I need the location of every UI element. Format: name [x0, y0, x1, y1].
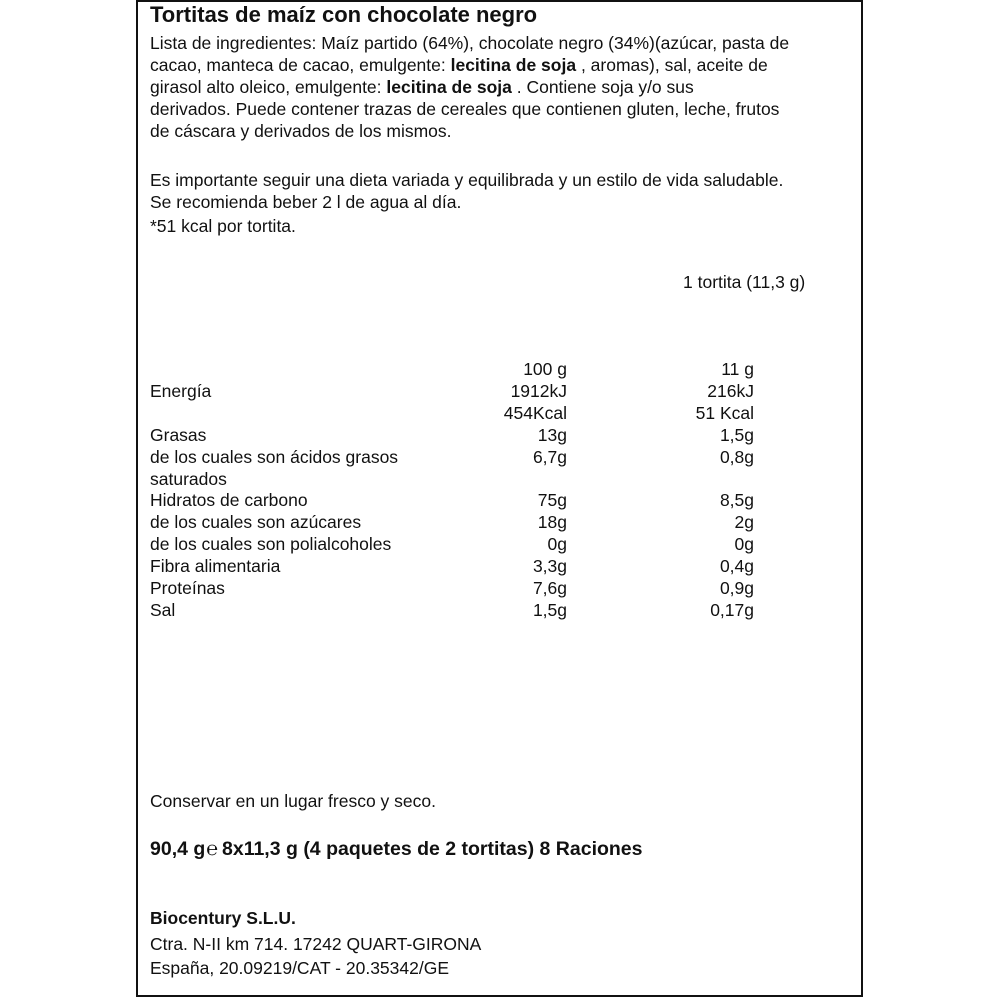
- nutrition-row-value-100g: 75g: [537, 490, 567, 510]
- nutrition-row-value-100g: 13g: [537, 425, 567, 445]
- nutrition-row-label: Hidratos de carbono: [150, 490, 308, 510]
- nutrition-row-label: Grasas: [150, 425, 207, 445]
- package-info: [150, 838, 643, 861]
- net-weight: 90,4 g: [150, 838, 206, 860]
- nutrition-row-label: Sal: [150, 600, 176, 620]
- nutrition-row-value-100g: 1912kJ: [510, 381, 567, 401]
- ingredients-text: , aromas), sal, aceite de: [576, 55, 768, 75]
- estimated-sign-icon: ℮: [206, 838, 218, 860]
- nutrition-row-value-100g: 3,3g: [532, 556, 567, 576]
- advice-line-2: Se recomienda beber 2 l de agua al día.: [150, 192, 462, 212]
- nutrition-row-value-100g: 18g: [537, 512, 567, 532]
- ingredients-text: girasol alto oleico, emulgente:: [150, 77, 387, 97]
- nutrition-row-value-100g: 0g: [547, 534, 567, 554]
- nutrition-row-value-serving: 0g: [734, 534, 754, 554]
- nutrition-row-label: saturados: [150, 469, 227, 489]
- serving-size-header: 1 tortita (11,3 g): [683, 272, 806, 292]
- ingredients-text: Lista de ingredientes: Maíz partido (64%), chocolate negro (34%)(azúcar, pasta de: [150, 33, 790, 53]
- ingredients-line: [150, 120, 789, 142]
- nutrition-row-value-serving: 0,8g: [719, 447, 754, 467]
- ingredients-text: de cáscara y derivados de los mismos.: [150, 121, 452, 141]
- nutrition-row-value-100g: 454Kcal: [503, 403, 567, 423]
- nutrition-row-value-100g: 7,6g: [532, 578, 567, 598]
- nutrition-row-label: de los cuales son ácidos grasos: [150, 447, 399, 467]
- package-detail: 8x11,3 g (4 paquetes de 2 tortitas) 8 Raciones: [222, 838, 643, 860]
- nutrition-col-header-100g: 100 g: [523, 359, 567, 379]
- nutrition-row-value-serving: 51 Kcal: [695, 403, 754, 423]
- nutrition-row-value-serving: 2g: [734, 512, 754, 532]
- ingredients-line: [150, 98, 789, 120]
- product-title: Tortitas de maíz con chocolate negro: [150, 2, 538, 27]
- nutrition-row-value-serving: 216kJ: [707, 381, 754, 401]
- nutrition-col-header-serving: 11 g: [721, 359, 754, 379]
- nutrition-row-value-serving: 8,5g: [719, 490, 754, 510]
- nutrition-row-value-serving: 1,5g: [719, 425, 754, 445]
- nutrition-row-label: de los cuales son polialcoholes: [150, 534, 392, 554]
- nutrition-row-label: de los cuales son azúcares: [150, 512, 362, 532]
- allergen-text: lecitina de soja: [386, 77, 512, 97]
- company-name: Biocentury S.L.U.: [150, 908, 296, 928]
- ingredients-list: [150, 32, 789, 142]
- company-address: Ctra. N-II km 714. 17242 QUART-GIRONA: [150, 934, 482, 954]
- advice-line-3: *51 kcal por tortita.: [150, 216, 296, 236]
- nutrition-row-label: Fibra alimentaria: [150, 556, 281, 576]
- ingredients-text: cacao, manteca de cacao, emulgente:: [150, 55, 451, 75]
- nutrition-row-value-serving: 0,4g: [719, 556, 754, 576]
- ingredients-line: [150, 54, 789, 76]
- ingredients-text: . Contiene soja y/o sus: [511, 77, 694, 97]
- nutrition-row-value-100g: 6,7g: [532, 447, 567, 467]
- ingredients-text: derivados. Puede contener trazas de cereales que contienen gluten, leche, frutos: [150, 99, 780, 119]
- nutrition-row-value-serving: 0,17g: [710, 600, 754, 620]
- nutrition-row-label: Energía: [150, 381, 212, 401]
- advice-line-1: Es importante seguir una dieta variada y equilibrada y un estilo de vida saludable.: [150, 170, 784, 190]
- company-registry: España, 20.09219/CAT - 20.35342/GE: [150, 958, 450, 978]
- ingredients-line: [150, 32, 789, 54]
- allergen-text: lecitina de soja: [450, 55, 577, 75]
- nutrition-row-value-100g: 1,5g: [532, 600, 567, 620]
- storage-instructions: Conservar en un lugar fresco y seco.: [150, 791, 436, 811]
- nutrition-row-value-serving: 0,9g: [719, 578, 754, 598]
- ingredients-line: [150, 76, 789, 98]
- nutrition-row-label: Proteínas: [150, 578, 225, 598]
